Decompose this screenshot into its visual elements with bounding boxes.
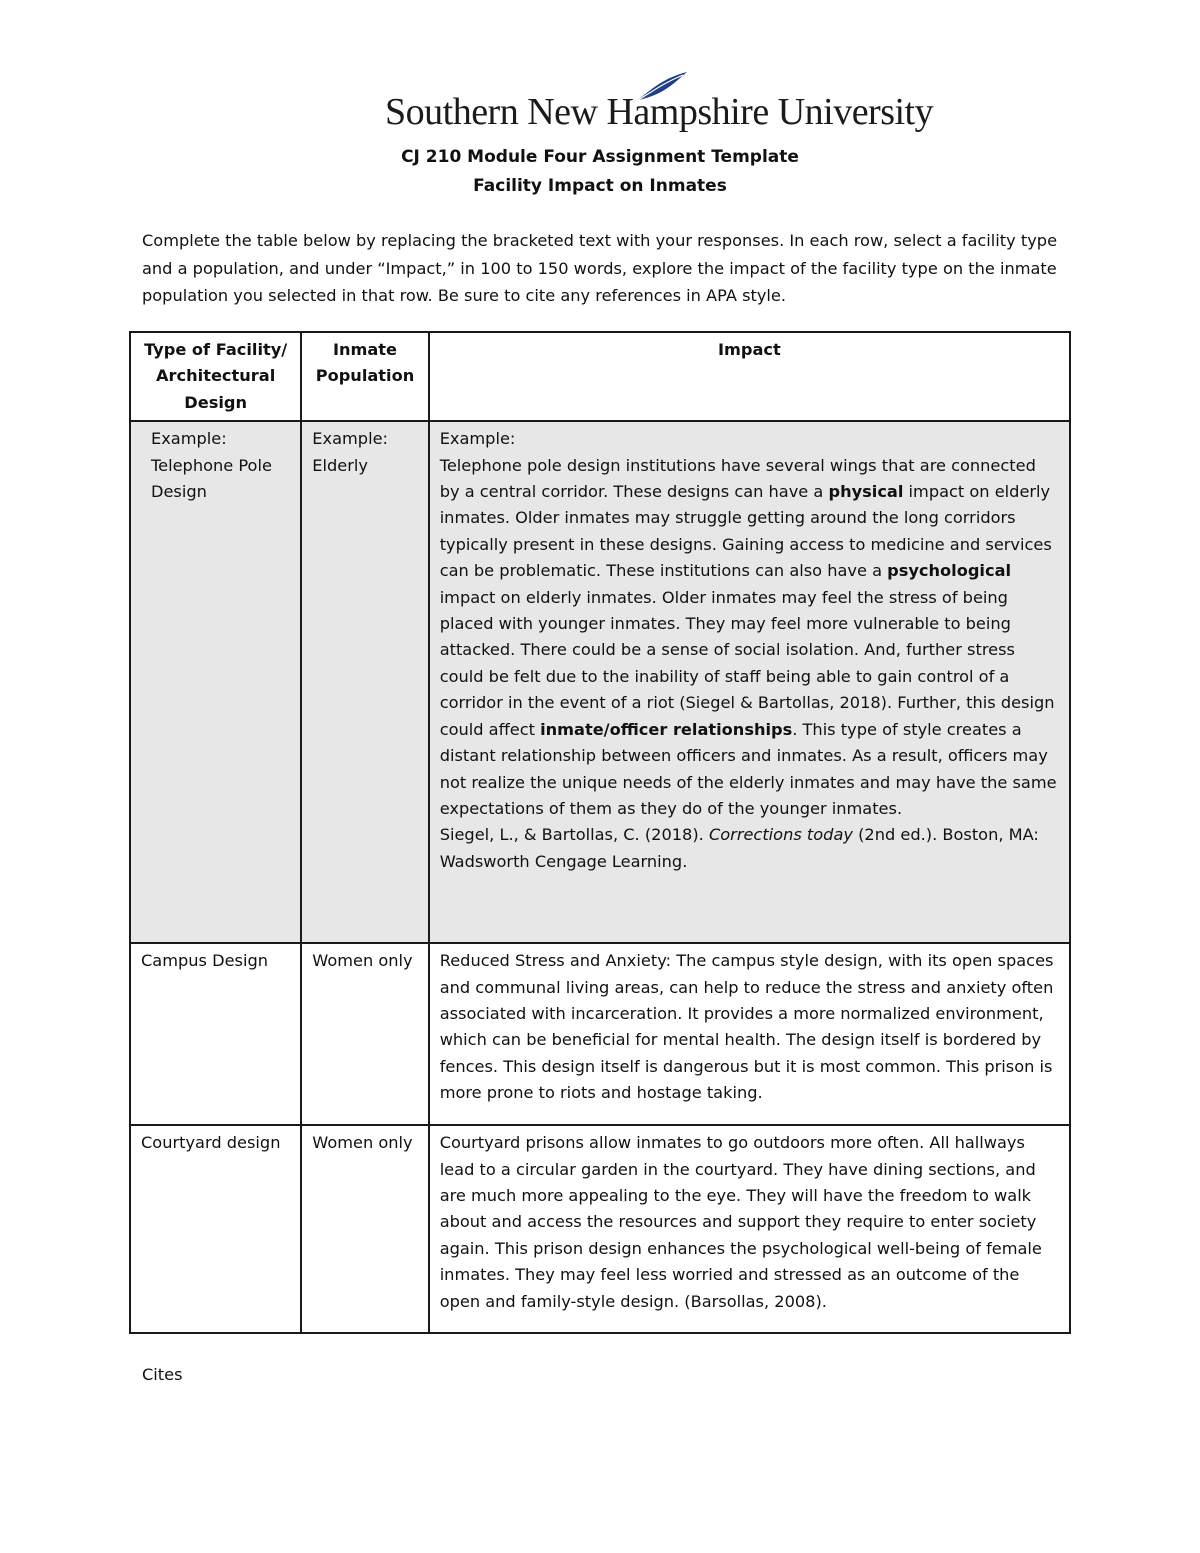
example-impact-cell (429, 421, 1070, 943)
example-impact-label: Example: (439, 429, 516, 449)
impact-cell[interactable]: Reduced Stress and Anxiety: The campus style design, with its open spaces and communal living areas, can help to reduce the stress and anxiety often associated with incarceration. It provides a more normalized environment, which can be beneficial for mental health. The design itself is bordered by fences. This design itself is dangerous but it is most common. This prison is more prone to riots and hostage taking. (429, 943, 1070, 1125)
logo-wordmark: Southern New Hampshire University (385, 91, 934, 133)
page-subtitle: Facility Impact on Inmates (473, 176, 727, 196)
example-facility-cell (130, 421, 301, 943)
example-row (130, 421, 1070, 943)
population-cell[interactable]: Women only (301, 943, 428, 1125)
example-reference: Siegel, L., & Bartollas, C. (2018). Corrections today (2nd ed.). Boston, MA: Wadsworth Cengage Learning. (439, 825, 1039, 871)
facility-impact-table (129, 331, 1071, 1334)
impact-cell[interactable]: Courtyard prisons allow inmates to go outdoors more often. All hallways lead to a circular garden in the courtyard. They have dining sections, and are much more appealing to the eye. They will have the freedom to walk about and access the resources and support they require to enter society again. This prison design enhances the psychological well-being of female inmates. They may feel less worried and stressed as an outcome of the open and family-style design. (Barsollas, 2008). (429, 1125, 1070, 1333)
facility-cell[interactable]: Campus Design (130, 943, 301, 1125)
example-population-label: Example: (312, 429, 388, 449)
feather-icon (625, 68, 695, 108)
table-row (130, 1125, 1070, 1333)
example-population-value: Elderly (312, 455, 368, 475)
table-header-row (130, 332, 1070, 421)
population-cell[interactable]: Women only (301, 1125, 428, 1333)
header-population: Inmate Population (301, 332, 428, 421)
example-impact-text: Telephone pole design institutions have several wings that are connected by a central corridor. These designs can have a physical impact on elderly inmates. Older inmates may struggle getting around the long corridors typically present in these designs. Gaining access to medicine and services can be problematic. These institutions can also have a psychological impact on elderly inmates. Older inmates may feel the stress of being placed with younger inmates. They may feel more vulnerable to being attacked. There could be a sense of social isolation. And, further stress could be felt due to the inability of staff being able to gain control of a corridor in the event of a riot (Siegel & Bartollas, 2018). Further, this design could affect inmate/officer relationships. This type of style creates a distant relationship between officers and inmates. As a result, officers may not realize the unique needs of the elderly inmates and may have the same expectations of them as they do of the younger inmates. (439, 455, 1057, 818)
page-title: CJ 210 Module Four Assignment Template (401, 147, 799, 167)
header-facility: Type of Facility/ Architectural Design (130, 332, 301, 421)
table-row (130, 943, 1070, 1125)
instructions-paragraph: Complete the table below by replacing the bracketed text with your responses. In each row, select a facility type and a population, and under “Impact,” in 100 to 150 words, explore the impact of the facility type on the inmate population you selected in that row. Be sure to cite any references in APA style. (142, 231, 1058, 305)
cites-heading: Cites (142, 1365, 183, 1384)
example-facility-value: Telephone Pole Design (151, 455, 272, 502)
example-facility-label: Example: (151, 429, 227, 449)
facility-cell[interactable]: Courtyard design (130, 1125, 301, 1333)
university-logo (385, 68, 934, 138)
header-impact: Impact (429, 332, 1070, 421)
example-population-cell (301, 421, 428, 943)
